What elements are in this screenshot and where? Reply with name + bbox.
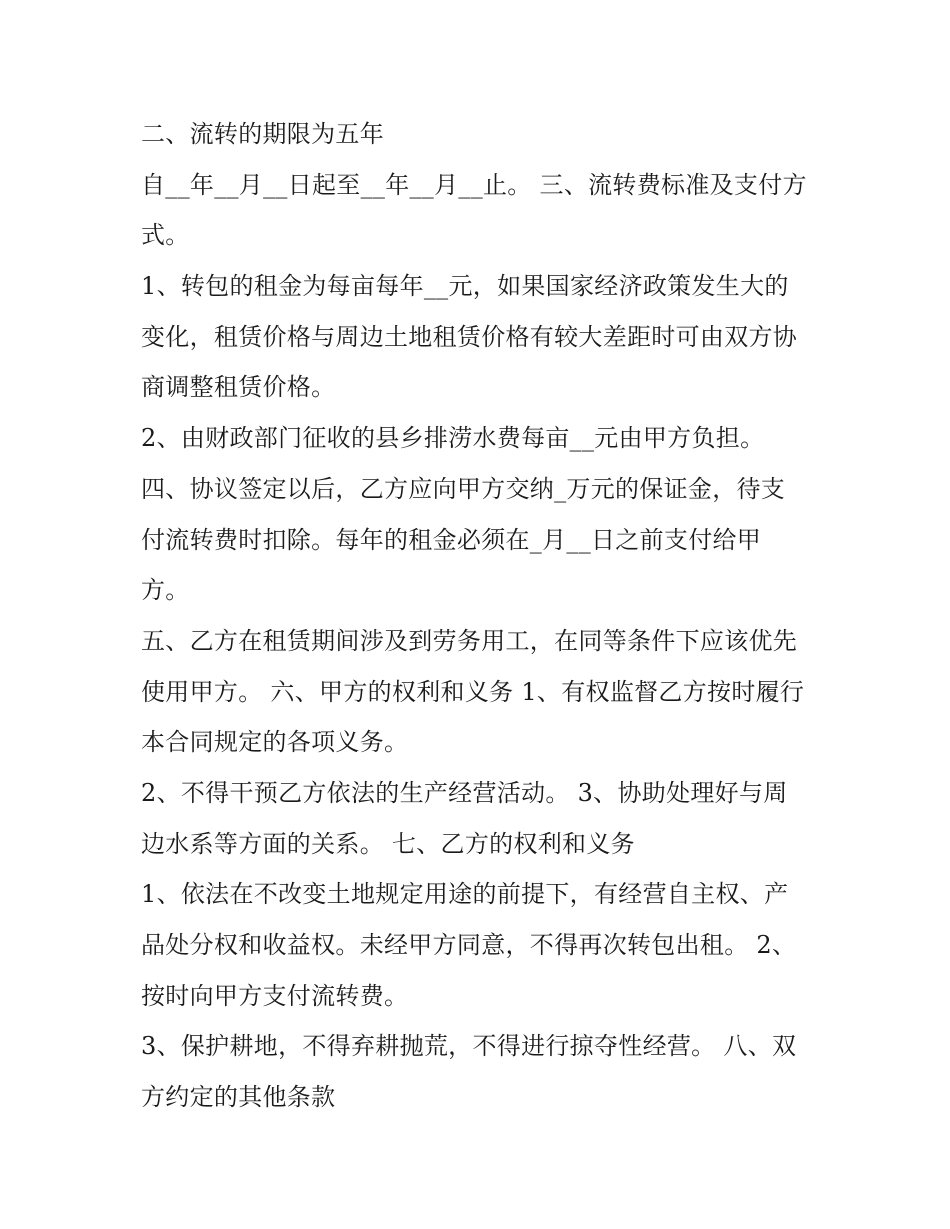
- text-line: 式。: [141, 221, 190, 250]
- text-line: 本合同规定的各项义务。: [141, 728, 409, 757]
- text-line: 1、依法在不改变土地规定用途的前提下，有经营自主权、产: [141, 880, 789, 909]
- text-line: 变化，租赁价格与周边土地租赁价格有较大差距时可由双方协: [141, 322, 798, 351]
- text-line: 方约定的其他条款: [141, 1083, 336, 1112]
- text-line: 1、转包的租金为每亩每年__元，如果国家经济政策发生大的: [141, 272, 789, 301]
- text-line: 自__年__月__日起至__年__月__止。 三、流转费标准及支付方: [141, 170, 807, 199]
- text-line: 3、保护耕地，不得弃耕抛荒，不得进行掠夺性经营。 八、双: [141, 1032, 797, 1061]
- text-line: 品处分权和收益权。未经甲方同意，不得再次转包出租。 2、: [141, 931, 797, 959]
- text-line: 五、乙方在租赁期间涉及到劳务用工，在同等条件下应该优先: [141, 626, 798, 655]
- text-line: 方。: [141, 576, 190, 605]
- text-line: 付流转费时扣除。每年的租金必须在_月__日之前支付给甲: [141, 525, 762, 554]
- text-line: 商调整租赁价格。: [141, 373, 336, 402]
- text-line: 2、不得干预乙方依法的生产经营活动。 3、协助处理好与周: [141, 778, 788, 807]
- text-line: 使用甲方。 六、甲方的权利和义务 1、有权监督乙方按时履行: [141, 677, 805, 706]
- text-line: 边水系等方面的关系。 七、乙方的权利和义务: [141, 829, 635, 858]
- text-line: 按时向甲方支付流转费。: [141, 981, 409, 1010]
- text-line: 二、流转的期限为五年: [141, 120, 384, 148]
- contract-text-block: [141, 109, 841, 1123]
- text-line: 四、协议签定以后，乙方应向甲方交纳_万元的保证金，待支: [141, 474, 786, 503]
- text-line: 2、由财政部门征收的县乡排涝水费每亩__元由甲方负担。: [141, 424, 765, 453]
